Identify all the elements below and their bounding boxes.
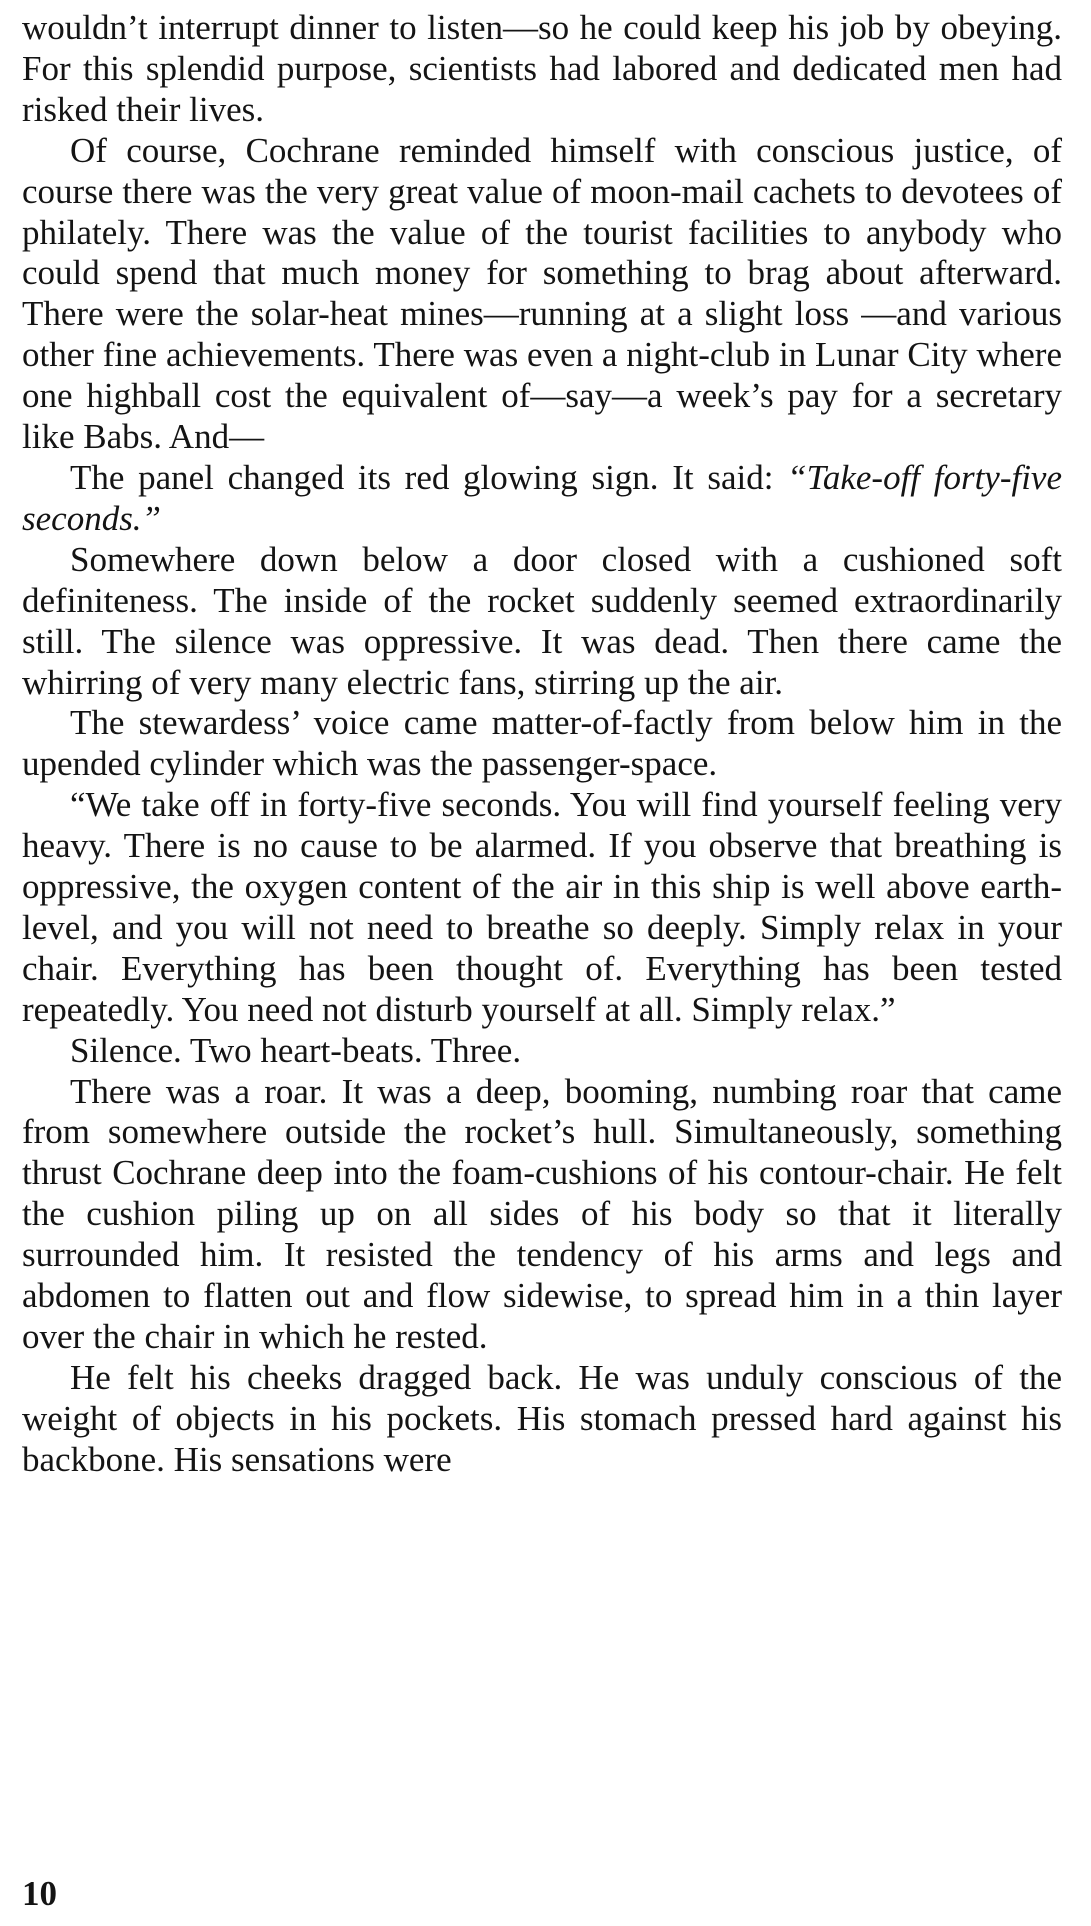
paragraph-door-closed: Somewhere down below a door closed with a cushioned soft definiteness. The inside of the rocket suddenly seemed extraordinarily still. The silence was oppressive. It was dead. Then there came the whirring of very many electric fans, stirring up the air.: [22, 539, 1062, 702]
paragraph-panel-sign: [22, 458, 1062, 540]
page-body: [22, 8, 1062, 1481]
paragraph-stewardess-voice: The stewardess’ voice came matter-of-factly from below him in the upended cylinder which was the passenger-space.: [22, 703, 1062, 784]
paragraph-roar: There was a roar. It was a deep, booming, numbing roar that came from somewhere outside the rocket’s hull. Simultaneously, something thrust Cochrane deep into the foam-cushions of his contour-chair. He felt the cushion piling up on all sides of his body so that it literally surrounded him. It resisted the tendency of his arms and legs and abdomen to flatten out and flow sidewise, to spread him in a thin layer over the chair in which he rested.: [22, 1071, 1062, 1356]
page-number: 10: [22, 1874, 57, 1913]
takeoff-sign-italic: “Take-off forty-five seconds.”: [22, 457, 1063, 538]
paragraph-continuation: wouldn’t interrupt dinner to listen—so he could keep his job by obeying. For this splendid purpose, scientists had labored and dedicated men had risked their lives.: [22, 8, 1062, 129]
panel-sign-text: The panel changed its red glowing sign. It said:: [70, 457, 788, 497]
paragraph-stewardess-speech: “We take off in forty-five seconds. You will find yourself feeling very heavy. There is no cause to be alarmed. If you observe that breathing is oppressive, the oxygen content of the air in this ship is well above earth-level, and you will not need to breathe so deeply. Simply relax in your chair. Everything has been thought of. Everything has been tested repeatedly. You need not disturb yourself at all. Simply relax.”: [22, 785, 1062, 1029]
paragraph-silence: Silence. Two heart-beats. Three.: [70, 1030, 522, 1070]
paragraph-cheeks: He felt his cheeks dragged back. He was unduly conscious of the weight of objects in his pockets. His stomach pressed hard against his backbone. His sensations were: [22, 1357, 1062, 1479]
paragraph-cochrane-justice: Of course, Cochrane reminded himself with conscious justice, of course there was the very great value of moon-mail cachets to devotees of philately. There was the value of the tourist facilities to anybody who could spend that much money for something to brag about afterward. There were the solar-heat mines—running at a slight loss —and various other fine achievements. There was even a night-club in Lunar City where one highball cost the equivalent of—say—a week’s pay for a secretary like Babs. And—: [22, 130, 1062, 457]
